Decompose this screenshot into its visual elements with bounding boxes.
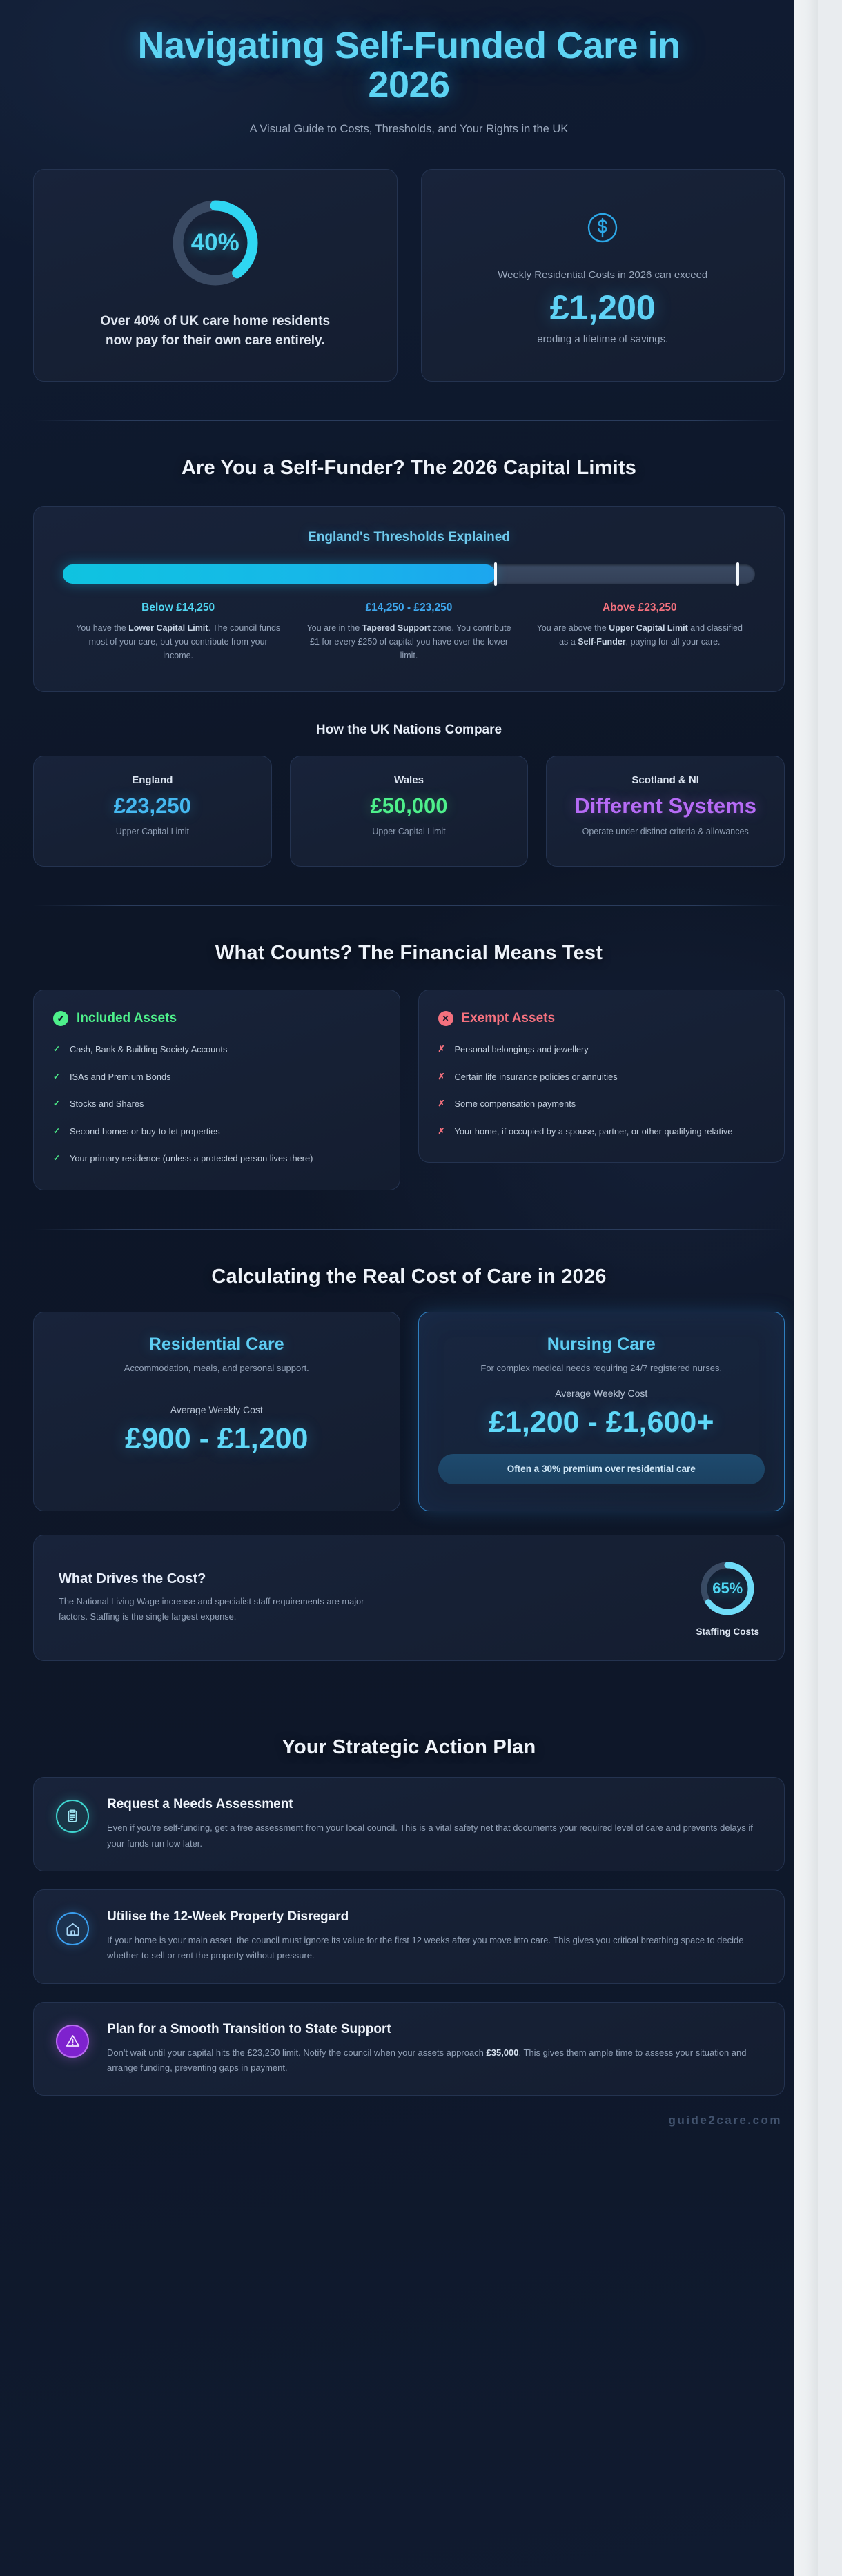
exempt-assets-card	[418, 990, 785, 1163]
included-asset-item-label: ISAs and Premium Bonds	[70, 1071, 171, 1082]
action-plan-title: Your Strategic Action Plan	[282, 1736, 536, 1759]
weekly-cost-value: £1,200	[549, 288, 656, 328]
included-asset-item-marker-icon: ✓	[53, 1044, 61, 1054]
exempt-asset-item	[438, 1070, 765, 1084]
nation-caption-scotland-ni: Operate under distinct criteria & allowances	[582, 827, 749, 837]
self-funder-caption: Over 40% of UK care home residents now pay for their own care entirely.	[100, 314, 331, 348]
exempt-assets-list	[438, 1043, 765, 1139]
nations-compare-title: How the UK Nations Compare	[315, 722, 502, 738]
action-title-property-disregard: Utilise the 12-Week Property Disregard	[107, 1909, 349, 1925]
included-asset-item	[53, 1043, 380, 1056]
donut-percent-label: 40%	[190, 229, 239, 257]
nation-caption-england: Upper Capital Limit	[115, 827, 189, 837]
weekly-cost-label: Weekly Residential Costs in 2026 can exceed	[498, 269, 708, 282]
threshold-body-tapered: You are in the Tapered Support zone. You contribute £1 for every £250 of capital you have over the lower limit.	[306, 622, 511, 661]
nation-card-wales	[290, 756, 529, 867]
footer-site: guide2care.com	[668, 2114, 782, 2127]
care-costs-title: Calculating the Real Cost of Care in 2026	[211, 1265, 607, 1288]
page-scrollbar-gutter[interactable]	[794, 0, 818, 2576]
threshold-body-above: You are above the Upper Capital Limit and classified as a Self-Funder, paying for all your care.	[536, 622, 743, 647]
weekly-cost-card	[421, 169, 785, 381]
exempt-asset-item-label: Some compensation payments	[454, 1099, 576, 1110]
action-card-needs-assessment[interactable]	[33, 1777, 785, 1871]
exempt-asset-item	[438, 1125, 765, 1139]
threshold-heading-above: Above £23,250	[602, 601, 677, 613]
included-asset-item	[53, 1125, 380, 1139]
home-icon	[56, 1912, 89, 1945]
nations-row	[33, 756, 785, 867]
page-subtitle: A Visual Guide to Costs, Thresholds, and Your Rights in the UK	[249, 123, 569, 136]
staffing-percent-label: 65%	[712, 1580, 743, 1597]
capital-limits-title: Are You a Self-Funder? The 2026 Capital Limits	[181, 456, 637, 479]
exempt-asset-item	[438, 1043, 765, 1056]
exempt-assets-header	[438, 1011, 765, 1026]
included-asset-item-marker-icon: ✓	[53, 1071, 61, 1081]
exempt-asset-item-label: Personal belongings and jewellery	[454, 1044, 589, 1055]
cost-drivers-title: What Drives the Cost?	[59, 1571, 206, 1587]
nation-value-scotland-ni: Different Systems	[574, 794, 756, 818]
self-funder-percentage-card	[33, 169, 398, 381]
action-card-state-support[interactable]	[33, 2002, 785, 2096]
included-asset-item	[53, 1097, 380, 1111]
exempt-asset-item-label: Your home, if occupied by a spouse, partner, or other qualifying relative	[454, 1125, 733, 1137]
residential-care-desc: Accommodation, meals, and personal support.	[124, 1362, 309, 1373]
x-circle-icon: ✕	[438, 1011, 453, 1026]
hero-stats-row	[33, 169, 785, 381]
exempt-asset-item-marker-icon: ✗	[438, 1044, 445, 1054]
threshold-marker-upper	[736, 562, 739, 586]
residential-cost-price: £900 - £1,200	[125, 1422, 309, 1456]
threshold-body-below: You have the Lower Capital Limit. The council funds most of your care, but you contribute from your income.	[76, 622, 281, 661]
action-title-state-support: Plan for a Smooth Transition to State Support	[107, 2021, 391, 2036]
action-body-needs-assessment: Even if you're self-funding, get a free assessment from your local council. This is a vital safety net that documents your required level of care and prevents delays if your funds run low later.	[107, 1822, 753, 1849]
action-body-property-disregard: If your home is your main asset, the council must ignore its value for the first 12 weeks after you move into care. This gives you critical breathing space to decide whether to sell or rent the property without pressure.	[107, 1935, 744, 1961]
nursing-care-card	[418, 1312, 785, 1512]
staffing-costs-label: Staffing Costs	[696, 1626, 759, 1638]
exempt-asset-item-marker-icon: ✗	[438, 1099, 445, 1109]
nursing-cost-label: Average Weekly Cost	[555, 1387, 648, 1399]
included-assets-header	[53, 1011, 380, 1026]
residential-care-card	[33, 1312, 400, 1512]
means-test-title: What Counts? The Financial Means Test	[215, 942, 603, 965]
check-circle-icon: ✔	[53, 1011, 68, 1026]
threshold-heading-tapered: £14,250 - £23,250	[365, 601, 453, 613]
action-body-state-support: Don't wait until your capital hits the £23,250 limit. Notify the council when your assets approach £35,000. This gives them ample time to assess your situation and arrange funding, preventing gaps in payment.	[107, 2047, 747, 2074]
exempt-assets-heading: Exempt Assets	[461, 1011, 556, 1026]
nation-card-england	[33, 756, 272, 867]
section-divider-1	[33, 420, 785, 421]
care-costs-row	[33, 1312, 785, 1512]
included-assets-list	[53, 1043, 380, 1166]
section-divider-2	[33, 905, 785, 906]
threshold-columns	[63, 602, 755, 663]
threshold-bar	[63, 564, 755, 584]
warning-triangle-icon	[56, 2025, 89, 2058]
included-asset-item-label: Cash, Bank & Building Society Accounts	[70, 1044, 228, 1055]
threshold-col-below	[63, 602, 293, 663]
threshold-bar-fill	[63, 564, 496, 584]
exempt-asset-item-label: Certain life insurance policies or annuities	[454, 1071, 618, 1082]
nation-caption-wales: Upper Capital Limit	[372, 827, 446, 837]
footer	[0, 2096, 818, 2158]
assets-row	[33, 990, 785, 1190]
section-divider-3	[33, 1229, 785, 1230]
nation-card-scotland-ni	[546, 756, 785, 867]
exempt-asset-item-marker-icon: ✗	[438, 1125, 445, 1136]
nation-name-scotland-ni: Scotland & NI	[632, 774, 699, 787]
included-asset-item-label: Your primary residence (unless a protected person lives there)	[70, 1153, 313, 1164]
included-asset-item	[53, 1070, 380, 1084]
included-asset-item-marker-icon: ✓	[53, 1099, 61, 1109]
included-asset-item-label: Stocks and Shares	[70, 1099, 144, 1110]
residential-cost-label: Average Weekly Cost	[170, 1404, 263, 1416]
nursing-care-title: Nursing Care	[547, 1334, 656, 1354]
exempt-asset-item-marker-icon: ✗	[438, 1071, 445, 1081]
threshold-col-tapered	[293, 602, 524, 663]
donut-chart-40	[57, 197, 373, 288]
page-title: Navigating Self-Funded Care in 2026	[137, 25, 681, 106]
exempt-asset-item	[438, 1097, 765, 1111]
staffing-costs-chart	[696, 1559, 759, 1637]
nursing-premium-badge: Often a 30% premium over residential care	[438, 1454, 765, 1484]
clipboard-list-icon	[56, 1800, 89, 1833]
cost-drivers-card	[33, 1535, 785, 1661]
nursing-care-desc: For complex medical needs requiring 24/7 registered nurses.	[480, 1362, 723, 1373]
included-asset-item	[53, 1152, 380, 1166]
action-title-needs-assessment: Request a Needs Assessment	[107, 1797, 293, 1812]
threshold-heading-below: Below £14,250	[141, 601, 215, 613]
hero-header	[33, 0, 785, 136]
included-asset-item-label: Second homes or buy-to-let properties	[70, 1125, 220, 1137]
nation-name-wales: Wales	[394, 774, 424, 787]
nation-value-england: £23,250	[113, 794, 191, 818]
thresholds-heading: England's Thresholds Explained	[308, 529, 510, 544]
nation-name-england: England	[132, 774, 173, 787]
threshold-col-above	[525, 602, 755, 663]
action-card-property-disregard[interactable]	[33, 1889, 785, 1984]
residential-care-title: Residential Care	[148, 1334, 284, 1354]
dollar-circle-icon	[445, 210, 761, 246]
included-asset-item-marker-icon: ✓	[53, 1125, 61, 1136]
thresholds-panel	[33, 506, 785, 693]
included-assets-heading: Included Assets	[77, 1011, 177, 1026]
cost-drivers-body: The National Living Wage increase and specialist staff requirements are major factors. Staffing is the single largest expense.	[59, 1596, 364, 1622]
included-assets-card	[33, 990, 400, 1190]
included-asset-item-marker-icon: ✓	[53, 1153, 61, 1163]
nursing-cost-price: £1,200 - £1,600+	[489, 1405, 714, 1439]
threshold-marker-lower	[494, 562, 497, 586]
weekly-cost-note: eroding a lifetime of savings.	[537, 333, 669, 346]
nation-value-wales: £50,000	[370, 794, 448, 818]
